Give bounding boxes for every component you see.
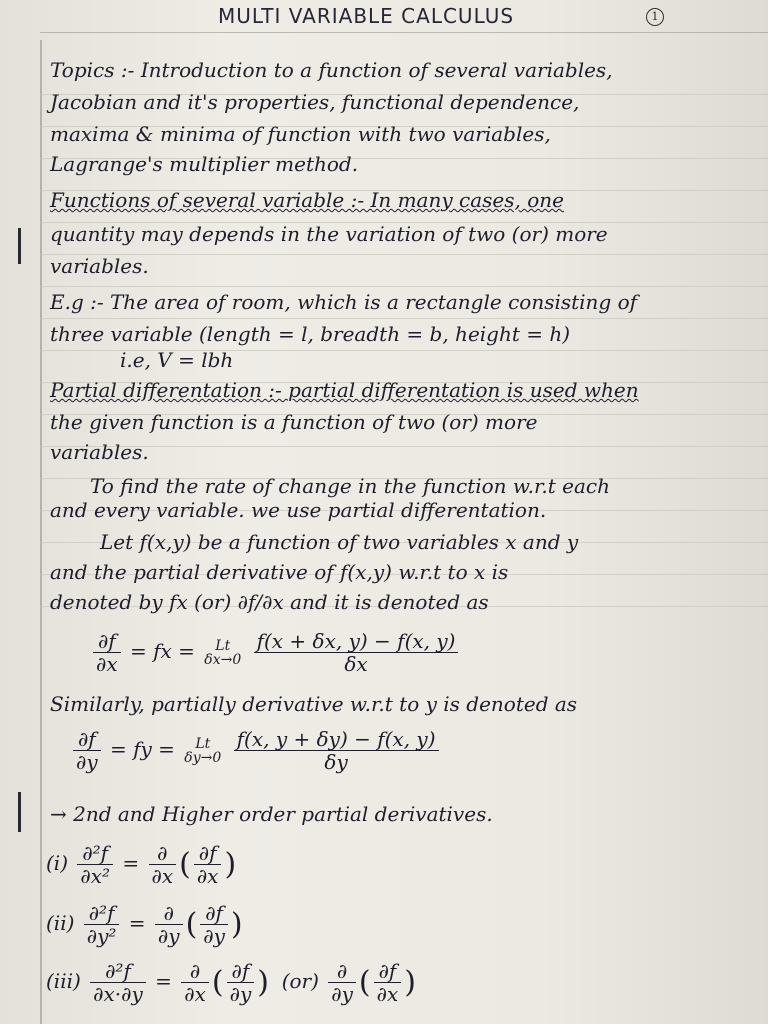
text-line: quantity may depends in the variation of two (or) more (50, 222, 608, 246)
equals-fy: = fy = (110, 737, 175, 761)
header-rule (40, 32, 768, 33)
mixed-second-derivative: (iii) $\frac{\text{∂²f}}{\partial x\cdot\partial y}$ = $\frac{\partial}{\partial x}$ ( $\frac{\partial f}{\partial y}$ ) (or) $\frac{\partial}{\partial y}$ ( $\frac{\partial f}{\partial x}$ ) (46, 959, 416, 1006)
item-label: (iii) (46, 969, 81, 993)
fraction-denominator: ∂y (331, 982, 353, 1006)
text-line: E.g :- The area of room, which is a rectangle consisting of (50, 290, 638, 314)
section-heading: Partial differentation :- partial differentation is used when (50, 378, 639, 402)
fraction-denominator: ∂y (157, 924, 180, 948)
second-derivative-yy: (ii) $\frac{\text{∂²f}}{\text{∂y²}}$ = $\frac{\partial}{\partial y}$ ( $\frac{\partial f}{\partial y}$ ) (46, 901, 243, 948)
fraction-numerator: ∂ (181, 960, 209, 983)
section-heading: Functions of several variable :- In many cases, one (50, 188, 564, 212)
fraction-denominator: ∂x (184, 982, 206, 1006)
text-line: Let f(x,y) be a function of two variables x and y (100, 530, 579, 554)
fraction-denominator: ∂x (96, 652, 118, 676)
section-heading: → 2nd and Higher order partial derivatives. (50, 802, 493, 826)
fraction-numerator: ∂f (73, 728, 101, 751)
fraction-denominator: ∂x² (80, 864, 111, 888)
ruled-line (40, 286, 768, 287)
fraction-numerator: ∂ (328, 960, 356, 983)
fraction-numerator: ∂ (155, 902, 183, 925)
margin-bracket (18, 792, 21, 832)
page-number: 1 (646, 8, 664, 26)
fraction-denominator: ∂y (229, 982, 252, 1006)
text-line: maxima & minima of function with two variables, (50, 122, 551, 146)
fraction-numerator: ∂f (374, 960, 402, 983)
item-label: (ii) (46, 911, 75, 935)
text-line: Similarly, partially derivative w.r.t to y is denoted as (50, 692, 578, 716)
text-line: denoted by fx (or) ∂f/∂x and it is denoted as (50, 590, 489, 614)
text-line: i.e, V = lbh (120, 348, 234, 372)
fraction-numerator: ∂f (93, 630, 121, 653)
fraction-numerator: ∂²f (84, 902, 120, 925)
text-line: and every variable. we use partial differentation. (50, 498, 547, 522)
fraction-numerator: ∂f (200, 902, 228, 925)
ruled-line (40, 446, 768, 447)
fraction-denominator: ∂y (76, 750, 98, 774)
fraction-denominator: ∂y² (86, 924, 117, 948)
partial-y-definition (70, 728, 442, 773)
fraction-numerator: ∂f (194, 842, 222, 865)
ruled-line (40, 318, 768, 319)
text-line: variables. (50, 254, 149, 278)
fraction-numerator: ∂²f (90, 960, 146, 983)
margin-line (40, 40, 42, 1024)
fraction-numerator: ∂²f (77, 842, 113, 865)
fraction-numerator: f(x, y + δy) − f(x, y) (234, 728, 439, 751)
text-line: and the partial derivative of f(x,y) w.r.t to x is (50, 560, 509, 584)
text-line: To find the rate of change in the function w.r.t each (90, 474, 610, 498)
fraction-denominator: ∂y (203, 924, 225, 948)
limit-approach: δy→0 (184, 749, 222, 766)
text-line: variables. (50, 440, 149, 464)
limit-label: Lt (195, 735, 211, 752)
page-title: MULTI VARIABLE CALCULUS (218, 4, 515, 28)
partial-x-definition (90, 630, 461, 675)
limit-approach: δx→0 (204, 651, 242, 668)
item-label: (i) (46, 851, 69, 875)
text-line: Topics :- Introduction to a function of several variables, (50, 58, 613, 82)
ruled-line (40, 254, 768, 255)
text-line: Jacobian and it's properties, functional dependence, (50, 90, 580, 114)
fraction-numerator: ∂f (227, 960, 255, 983)
second-derivative-xx: (i) $\frac{\text{∂²f}}{\text{∂x²}}$ = $\frac{\partial}{\partial x}$ ( $\frac{\partial f}{\partial x}$ ) (46, 841, 237, 888)
text-line: three variable (length = l, breadth = b, height = h) (50, 322, 571, 346)
fraction-numerator: ∂ (149, 842, 177, 865)
fraction-denominator: ∂x (196, 864, 219, 888)
fraction-denominator: ∂x·∂y (93, 982, 143, 1006)
margin-bracket (18, 228, 21, 264)
fraction-denominator: δx (344, 652, 368, 676)
or-label: (or) (281, 969, 319, 993)
limit-label: Lt (215, 637, 231, 654)
fraction-numerator: f(x + δx, y) − f(x, y) (254, 630, 459, 653)
fraction-denominator: ∂x (151, 864, 174, 888)
fraction-denominator: δy (324, 750, 348, 774)
text-line: the given function is a function of two (or) more (50, 410, 538, 434)
fraction-denominator: ∂x (376, 982, 399, 1006)
text-line: Lagrange's multiplier method. (50, 152, 359, 176)
equals-fx: = fx = (129, 639, 195, 663)
